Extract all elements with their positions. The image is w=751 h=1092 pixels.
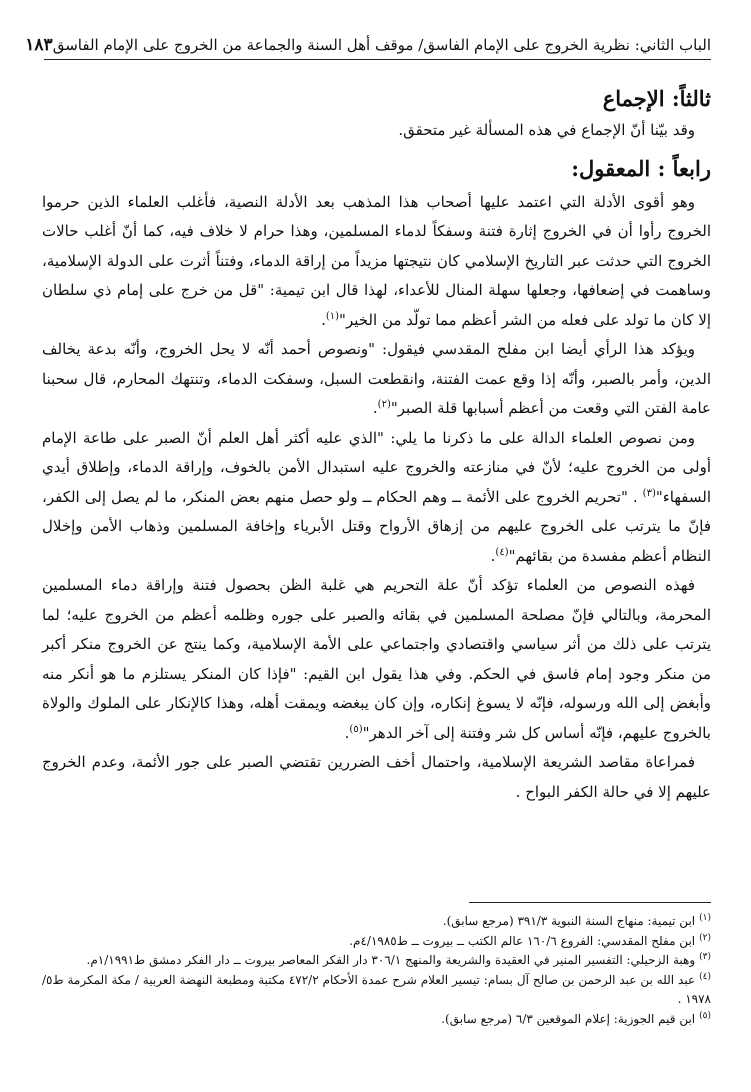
footnote-4: $^{(٤)}$عبد الله بن عبد الرحمن بن صالح آل بسام: تيسير العلام شرح عمدة الأحكام ٤٧٢/٢ مكتبة ومطبعة النهضة العربية / مكة المكرمة ط٥/ ١٩٧٨ .	[42, 971, 711, 1006]
footnote-ref-3[interactable]: (٣)	[642, 487, 656, 499]
footnote-ref-2[interactable]: (٢)	[377, 399, 391, 410]
page-number: ١٨٣	[25, 35, 53, 55]
paragraph-3: ومن نصوص العلماء الدالة على ما ذكرنا ما يلي: "الذي عليه أكثر أهل العلم أنّ الصبر على طاعة الإمام أولى من الخروج عليه؛ لأنّ في منازعته والخروج عليه استبدال الأمن بالخوف، وإراقة الدماء، وإطلاق أيدي السفهاء"$^{(٣)}$ . "تحريم الخروج على الأئمة ــ وهم الحكام ــ ولو حصل منهم بعض المنكر، ما لم يصل إلى الكفر، فإنّ ما يترتب على الخروج عليهم من إزهاق الأرواح وقتل الأبرياء وإخافة المسلمين وذهاب الأمن وإخلال النظام أعظم مفسدة من بقائهم"$^{(٤)}$.	[42, 428, 711, 565]
main-text	[42, 80, 711, 807]
paragraph-4: فهذه النصوص من العلماء تؤكد أنّ علة التحريم هي غلبة الظن بحصول فتنة وإراقة دماء المسلمين المحرمة، وبالتالي فإنّ مصلحة المسلمين في بقائه والصبر على جوره وظلمه أعظم من الخروج عليه؛ لما يترتب على ذلك من أثر سياسي واقتصادي واجتماعي على الأمة الإسلامية، وكما ينتج عن الخروج منكر أكبر من منكر وجود إمام فاسق في الحكم. وفي هذا يقول ابن القيم: "فإذا كان المنكر يستلزم ما هو أنكر منه وأبغض إلى الله ورسوله، فإنّه لا يسوغ إنكاره، وإن كان يبغضه ويمقت أهله، وهذا كالإنكار على الملوك والولاة بالخروج عليهم، فإنّه أساس كل شر وفتنة إلى آخر الدهر"$^{(٥)}$.	[42, 576, 711, 742]
footnote-3: $^{(٣)}$وهبة الزحيلي: التفسير المنير في العقيدة والشريعة والمنهج ٣٠٦/١ دار الفكر المعاصر بيروت ــ دار الفكر دمشق ط١/١٩٩١م.	[86, 952, 711, 967]
footnote-ref-1[interactable]: (١)	[325, 310, 340, 322]
paragraph-1: وهو أقوى الأدلة التي اعتمد عليها أصحاب هذا المذهب بعد الأدلة النصية، فأغلب العلماء الذين حرموا الخروج رأوا أن في الخروج إثارة فتنة وسفكاً لدماء المسلمين، وهذا حرام لا خلاف فيه، كما أنّ أغلب حالات الخروج التي حدثت عبر التاريخ الإسلامي كان نتيجتها مزيداً من إراقة الدماء، وفتناً أثرت على الدولة الإسلامية، وساهمت في إضعافها، وجعلها سهلة المنال للأعداء، لهذا قال ابن تيمية: "قل من خرج على إمام ذي سلطان إلا كان ما تولد على فعله من الشر أعظم مما تولّد من الخير"$^{(١)}$.	[42, 192, 711, 329]
footnote-ref-5[interactable]: (٥)	[349, 723, 363, 735]
paragraph-2: ويؤكد هذا الرأي أيضا ابن مفلح المقدسي فيقول: "ونصوص أحمد أنّه لا يحل الخروج، وأنّه بدعة يخالف الدين، وأمر بالصبر، وأنّه إذا وقع عمت الفتنة، وانقطعت السبل، وسفكت الدماء، وتنتهك المحارم، قال سحبنا عامة الفتن التي وقعت من أعظم أسبابها قلة الصبر"$^{(٢)}$.	[42, 340, 711, 417]
footnote-divider	[469, 902, 711, 903]
paragraph-5: فمراعاة مقاصد الشريعة الإسلامية، واحتمال أخف الضررين تقتضي الصبر على جور الأئمة، وعدم الخروج عليهم إلا في حالة الكفر البواح .	[42, 753, 711, 801]
footnote-5: $^{(٥)}$ابن قيم الجوزية: إعلام الموقعين ٦/٣ (مرجع سابق).	[441, 1010, 711, 1026]
footnotes	[42, 912, 711, 1029]
section-heading-consensus: ثالثاً: الإجماع	[602, 86, 711, 111]
paragraph-consensus: وقد بيّنا أنّ الإجماع في هذه المسألة غير متحقق.	[398, 121, 695, 139]
footnote-ref-4[interactable]: (٤)	[495, 546, 509, 558]
section-heading-reason: رابعاً : المعقول:	[571, 155, 711, 181]
footnote-2: $^{(٢)}$ابن مفلح المقدسي: الفروع ١٦٠/٦ عالم الكتب ــ بيروت ــ ط٤/١٩٨٥م.	[349, 932, 711, 948]
running-header	[25, 30, 711, 60]
footnote-1: $^{(١)}$ابن تيمية: منهاج السنة النبوية ٣٩١/٣ (مرجع سابق).	[442, 913, 711, 928]
header-title: الباب الثاني: نظرية الخروج على الإمام الفاسق/ موقف أهل السنة والجماعة من الخروج على الإمام الفاسق	[52, 36, 711, 54]
